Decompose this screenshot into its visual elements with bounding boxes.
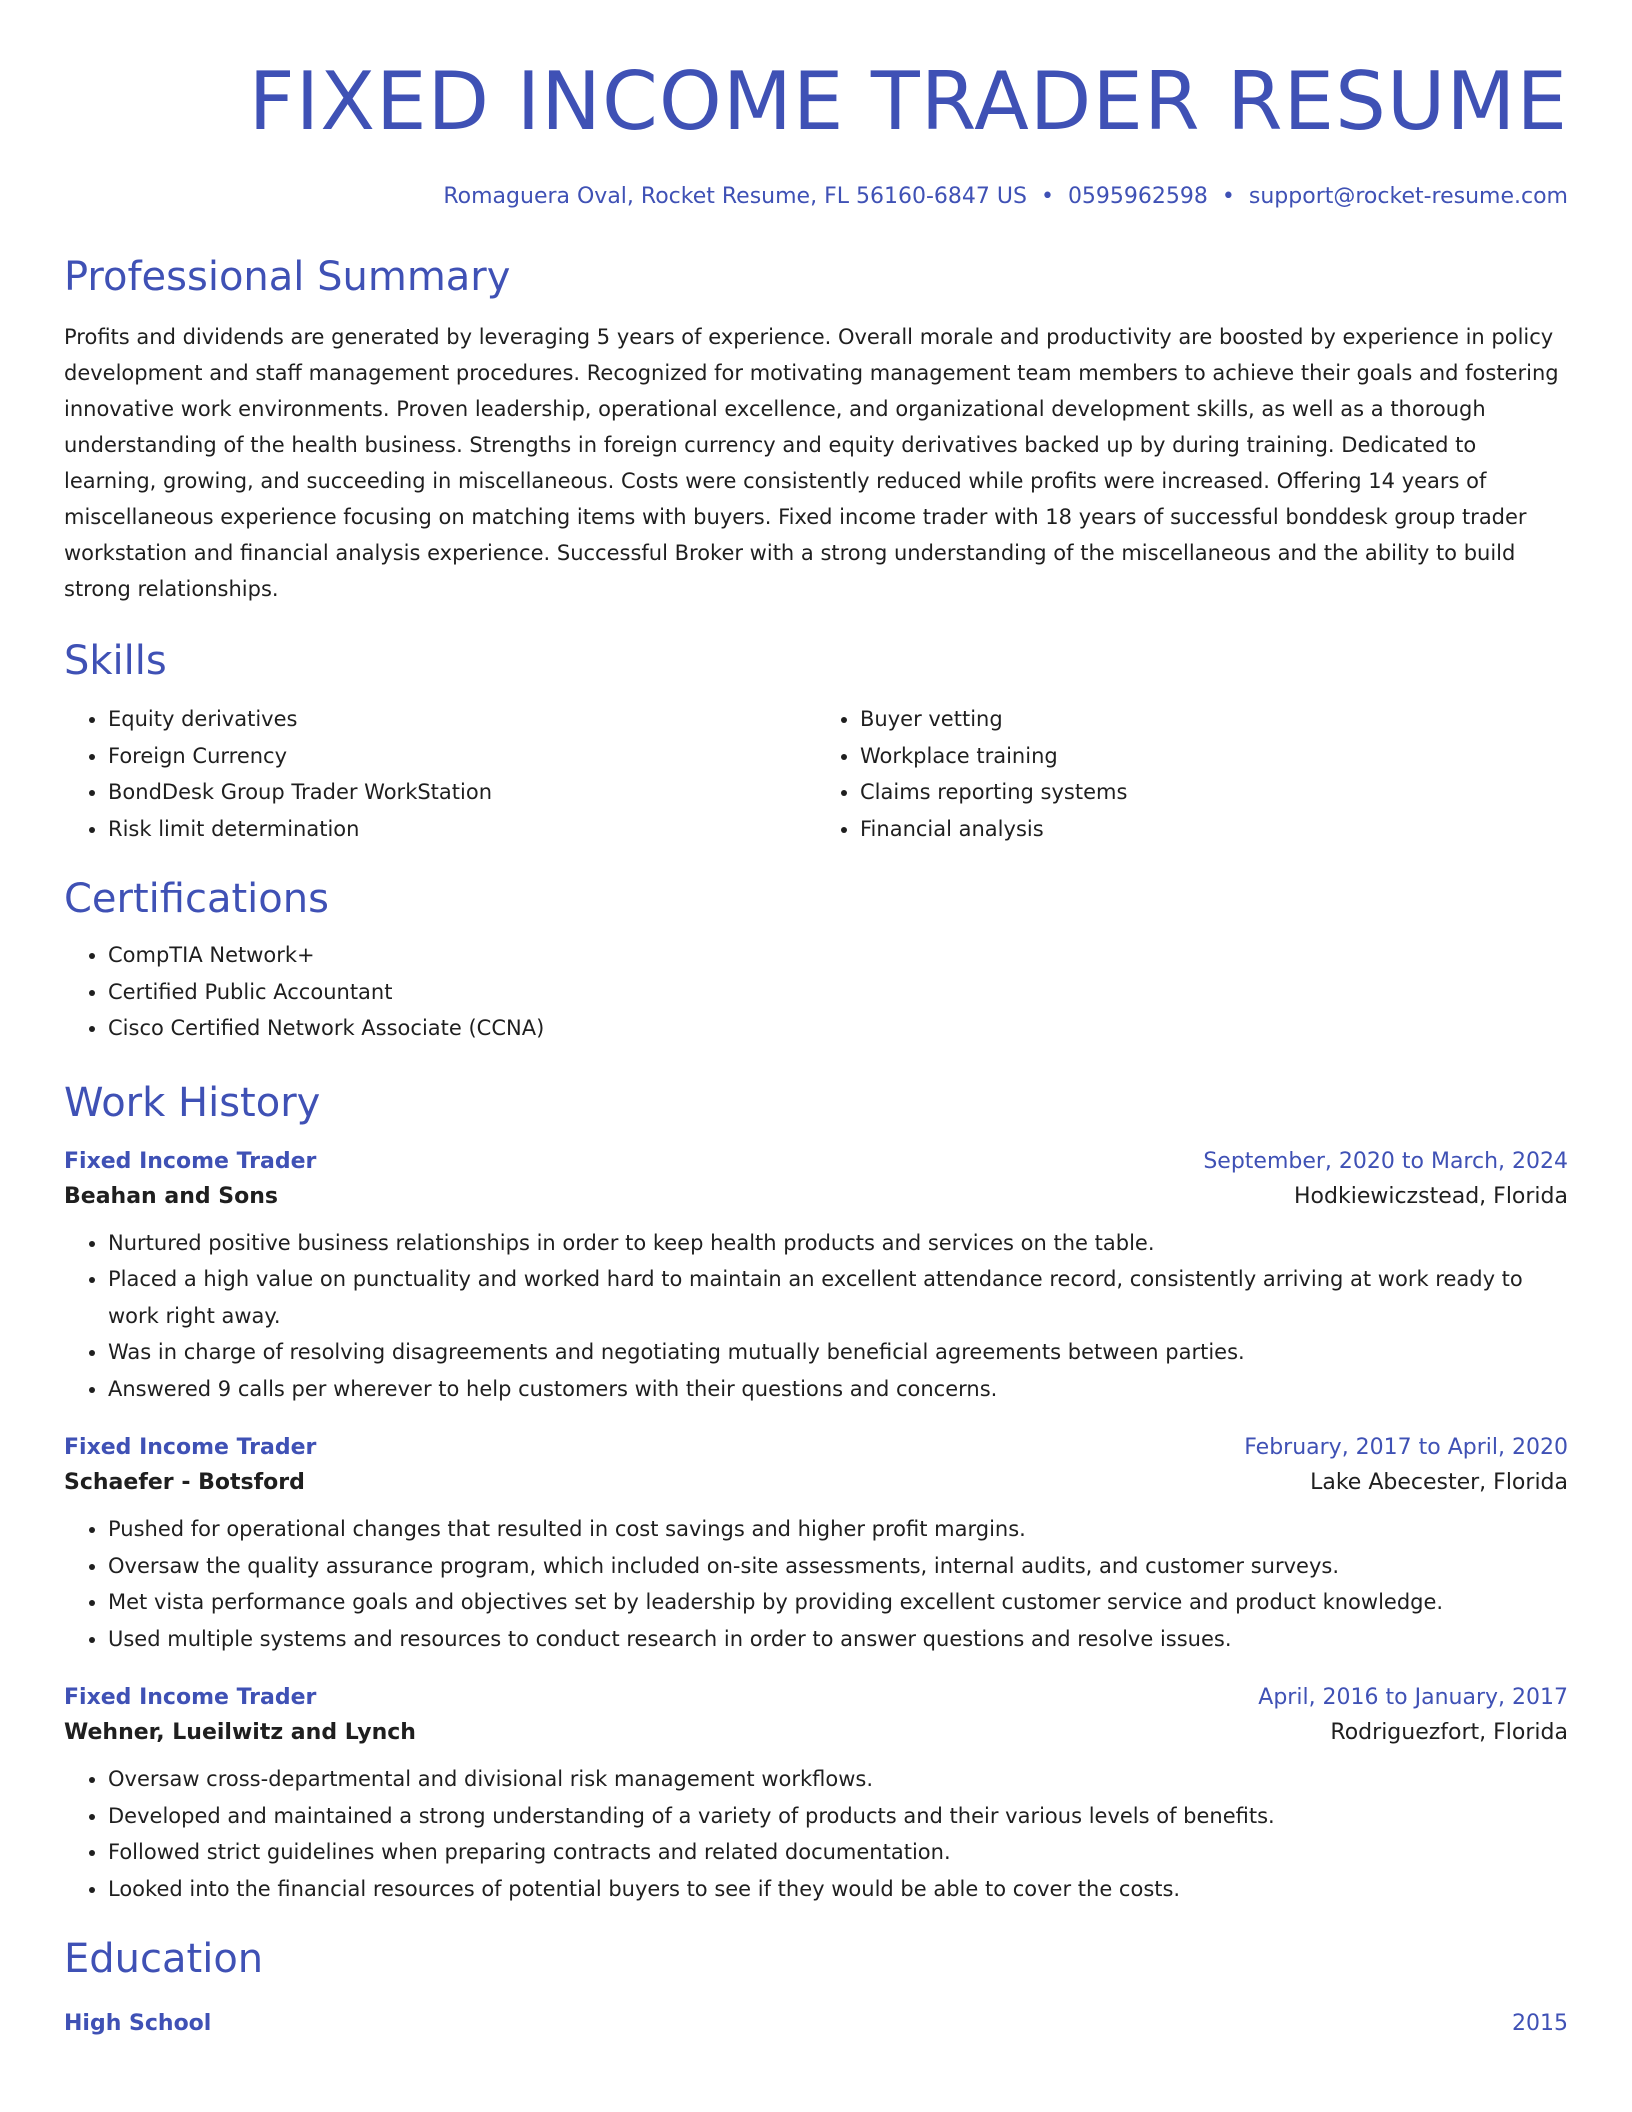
skill-item: • Financial analysis [860,811,1568,848]
education-year: 2015 [1512,2011,1568,2036]
education-degree: High School [64,2011,212,2036]
job-dates: February, 2017 to April, 2020 [1244,1435,1568,1460]
certifications-section [64,875,1568,1047]
job-location: Lake Abecester, Florida [1310,1470,1568,1495]
skill-item: • Equity derivatives [108,701,816,738]
job-title: Fixed Income Trader [64,1148,317,1174]
job-bullet: • Met vista performance goals and objectives set by leadership by providing excellent customer service and product knowledge. [108,1584,1568,1621]
skills-list-right [816,701,1568,847]
job-entry [64,1435,1568,1657]
job-company: Schaefer - Botsford [64,1470,305,1495]
job-company-row [64,1184,1568,1209]
job-title-row [64,1149,1568,1174]
job-bullet: • Pushed for operational changes that resulted in cost savings and higher profit margins. [108,1511,1568,1548]
contact-phone: 0595962598 [1067,184,1208,209]
section-heading-skills: Skills [64,638,167,684]
skills-section [64,637,1568,847]
job-entry [64,1149,1568,1408]
section-heading-work-history: Work History [64,1079,321,1126]
job-bullets [64,1511,1568,1657]
section-heading-education: Education [64,1936,264,1982]
job-bullet: • Answered 9 calls per wherever to help customers with their questions and concerns. [108,1371,1568,1408]
work-history-section [64,1079,1568,1908]
certification-item: • Cisco Certified Network Associate (CCNA) [108,1010,1568,1047]
summary-section [64,253,1568,607]
job-bullet: • Used multiple systems and resources to conduct research in order to answer questions and resolve issues. [108,1621,1568,1658]
contact-address: Romaguera Oval, Rocket Resume, FL 56160-6847 US [443,184,1027,209]
job-dates: September, 2020 to March, 2024 [1203,1148,1568,1174]
job-bullet: • Looked into the financial resources of potential buyers to see if they would be able to cover the costs. [108,1871,1568,1908]
job-title-row [64,1685,1568,1710]
job-company-row [64,1720,1568,1745]
skill-item: • Risk limit determination [108,811,816,848]
job-title: Fixed Income Trader [64,1685,317,1710]
certification-item: • Certified Public Accountant [108,974,1568,1011]
contact-separator: • [1221,184,1235,209]
job-bullet: • Nurtured positive business relationships in order to keep health products and services on the table. [108,1225,1568,1262]
job-bullet: • Developed and maintained a strong understanding of a variety of products and their various levels of benefits. [108,1798,1568,1835]
skill-item: • BondDesk Group Trader WorkStation [108,774,816,811]
education-entry [64,2011,1568,2036]
certification-item: • CompTIA Network+ [108,937,1568,974]
job-company: Wehner, Lueilwitz and Lynch [64,1720,416,1745]
certifications-list [64,937,1568,1047]
contact-separator: • [1040,184,1054,209]
job-bullet: • Followed strict guidelines when preparing contracts and related documentation. [108,1834,1568,1871]
section-heading-certifications: Certifications [64,876,329,922]
resume-title: FIXED INCOME TRADER RESUME [248,55,1568,148]
job-title: Fixed Income Trader [64,1435,317,1460]
job-location: Rodriguezfort, Florida [1330,1720,1568,1745]
job-dates: April, 2016 to January, 2017 [1258,1685,1568,1710]
job-bullet: • Was in charge of resolving disagreements and negotiating mutually beneficial agreements between parties. [108,1334,1568,1371]
job-bullet: • Oversaw cross-departmental and divisional risk management workflows. [108,1761,1568,1798]
education-section [64,1935,1568,2036]
contact-line [64,184,1568,209]
job-bullet: • Placed a high value on punctuality and worked hard to maintain an excellent attendance record, consistently arriving at work ready to work right away. [108,1261,1568,1334]
skill-item: • Claims reporting systems [860,774,1568,811]
resume-header [64,0,1568,209]
contact-email[interactable]: support@rocket-resume.com [1248,184,1568,209]
job-entry [64,1685,1568,1907]
job-bullets [64,1225,1568,1408]
skills-list-left [64,701,816,847]
job-title-row [64,1435,1568,1460]
job-bullets [64,1761,1568,1907]
job-location: Hodkiewiczstead, Florida [1294,1183,1568,1209]
skill-item: • Foreign Currency [108,738,816,775]
job-company-row [64,1470,1568,1495]
skills-grid [64,701,1568,847]
skill-item: • Buyer vetting [860,701,1568,738]
section-heading-summary: Professional Summary [64,254,511,300]
job-bullet: • Oversaw the quality assurance program, which included on-site assessments, internal audits, and customer surveys. [108,1548,1568,1585]
job-company: Beahan and Sons [64,1183,278,1209]
summary-text: Profits and dividends are generated by leveraging 5 years of experience. Overall morale and productivity are boosted by experience in policy development and staff management procedures. Recognized for motivating management team members to achieve their goals and fostering innovative work environments. Proven leadership, operational excellence, and organizational development skills, as well as a thorough understanding of the health business. Strengths in foreign currency and equity derivatives backed up by during training. Dedicated to learning, growing, and succeeding in miscellaneous. Costs were consistently reduced while profits were increased. Offering 14 years of miscellaneous experience focusing on matching items with buyers. Fixed income trader with 18 years of successful bonddesk group trader workstation and financial analysis experience. Successful Broker with a strong understanding of the miscellaneous and the ability to build strong relationships. [64,325,1559,601]
skill-item: • Workplace training [860,738,1568,775]
